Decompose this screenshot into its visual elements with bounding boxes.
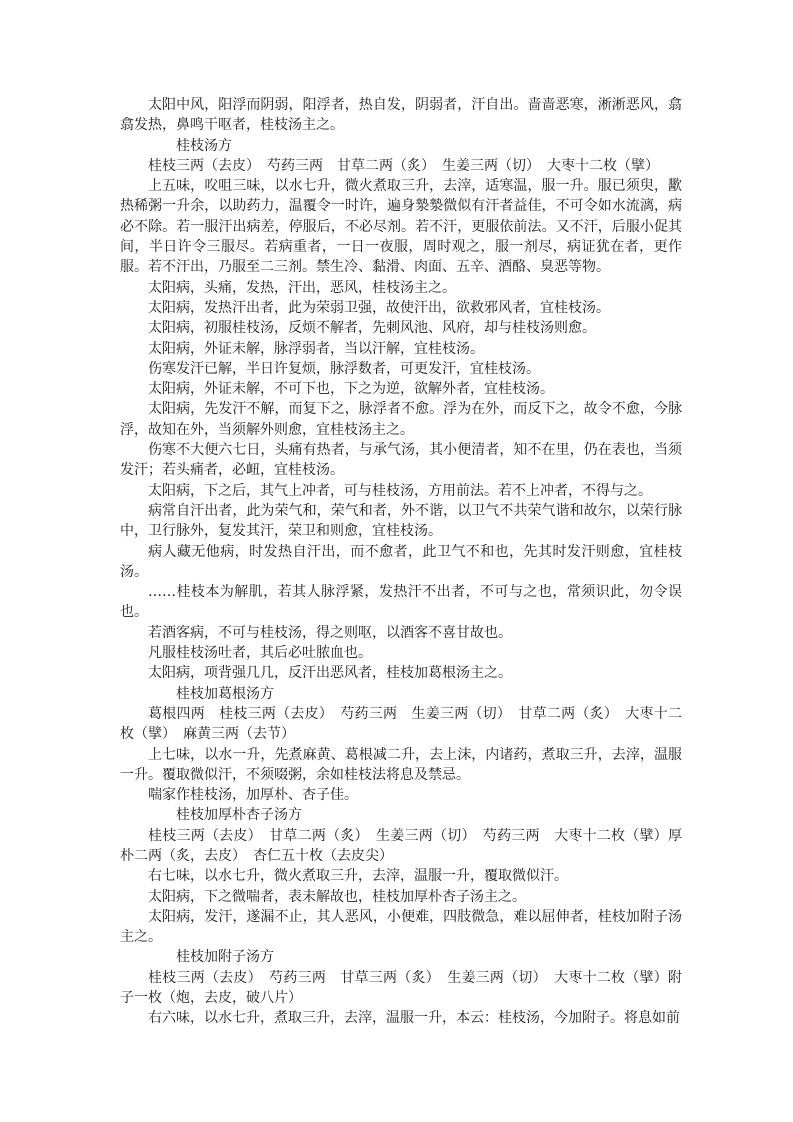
formula-title: 桂枝加葛根汤方 xyxy=(176,685,274,702)
paragraph: 太阳中风，阳浮而阴弱，阳浮者，热自发，阴弱者，汗自出。啬啬恶寒，淅淅恶风，翕翕发热，鼻鸣干呕者，桂枝汤主之。 xyxy=(120,97,682,134)
paragraph: 太阳病，初服桂枝汤，反烦不解者，先刺风池、风府，却与桂枝汤则愈。 xyxy=(148,320,596,337)
formula-title: 桂枝加附子汤方 xyxy=(176,949,274,966)
paragraph: 太阳病，下之后，其气上冲者，可与桂枝汤，方用前法。若不上冲者，不得与之。 xyxy=(148,482,652,499)
ingredient-list: 桂枝三两（去皮） 甘草二两（炙） 生姜三两（切） 芍药三两 大枣十二枚（擘）厚朴二两（炙，去皮） 杏仁五十枚（去皮尖） xyxy=(120,827,682,864)
paragraph: 太阳病，发汗，遂漏不止，其人恶风，小便难，四肢微急，难以屈伸者，桂枝加附子汤主之。 xyxy=(120,908,682,946)
paragraph: 太阳病，发热汗出者，此为荣弱卫强，故使汗出，欲救邪风者，宜桂枝汤。 xyxy=(148,299,610,316)
ingredient-list: 桂枝三两（去皮） 芍药三两 甘草二两（炙） 生姜三两（切） 大枣十二枚（擘） xyxy=(148,157,659,174)
formula-title: 桂枝加厚朴杏子汤方 xyxy=(176,807,302,824)
paragraph: 喘家作桂枝汤，加厚朴、杏子佳。 xyxy=(148,787,358,804)
document-page xyxy=(120,95,682,1029)
paragraph: 病人藏无他病，时发热自汗出，而不愈者，此卫气不和也，先其时发汗则愈，宜桂枝汤。 xyxy=(120,543,682,580)
paragraph: 若酒客病，不可与桂枝汤，得之则呕，以酒客不喜甘故也。 xyxy=(148,624,512,641)
ingredient-list: 葛根四两 桂枝三两（去皮） 芍药三两 生姜三两（切） 甘草二两（炙） 大枣十二枚（擘） 麻黄三两（去节） xyxy=(120,705,682,743)
paragraph: 上五味，㕮咀三味，以水七升，微火煮取三升，去滓，适寒温，服一升。服已须臾，歠热稀粥一升余，以助药力，温覆令一时许，遍身漐漐微似有汗者益佳，不可令如水流漓，病必不除。若一服汗出病差，停服后，不必尽剂。若不汗，更服依前法。又不汗，后服小促其间，半日许令三服尽。若病重者，一日一夜服，周时观之，服一剂尽，病证犹在者，更作服。若不汗出，乃服至二三剂。禁生冷、黏滑、肉面、五辛、酒酪、臭恶等物。 xyxy=(120,178,682,276)
paragraph: ……桂枝本为解肌，若其人脉浮紧，发热汗不出者，不可与之也，常须识此，勿令误也。 xyxy=(120,584,682,621)
paragraph: 伤寒发汗已解，半日许复烦，脉浮数者，可更发汗，宜桂枝汤。 xyxy=(148,360,540,377)
paragraph: 太阳病，外证未解，脉浮弱者，当以汗解，宜桂枝汤。 xyxy=(148,340,484,357)
paragraph: 病常自汗出者，此为荣气和，荣气和者，外不谐，以卫气不共荣气谐和故尔，以荣行脉中，卫行脉外，复发其汗，荣卫和则愈，宜桂枝汤。 xyxy=(120,502,682,540)
paragraph: 右六味，以水七升，煮取三升，去滓，温服一升，本云：桂枝汤，今加附子。将息如前 xyxy=(148,1010,680,1027)
paragraph: 凡服桂枝汤吐者，其后必吐脓血也。 xyxy=(148,645,372,662)
paragraph: 太阳病，头痛，发热，汗出，恶风，桂枝汤主之。 xyxy=(148,279,456,296)
paragraph: 太阳病，项背强几几，反汗出恶风者，桂枝加葛根汤主之。 xyxy=(148,665,512,682)
formula-title: 桂枝汤方 xyxy=(176,137,232,154)
paragraph: 太阳病，外证未解，不可下也，下之为逆，欲解外者，宜桂枝汤。 xyxy=(148,381,554,398)
paragraph: 太阳病，下之微喘者，表未解故也，桂枝加厚朴杏子汤主之。 xyxy=(148,888,526,905)
paragraph: 上七味，以水一升，先煮麻黄、葛根减二升，去上沫，内诸药，煮取三升，去滓，温服一升。覆取微似汗，不须啜粥，余如桂枝法将息及禁忌。 xyxy=(120,746,682,783)
paragraph: 伤寒不大便六七日，头痛有热者，与承气汤，其小便清者，知不在里，仍在表也，当须发汗；若头痛者，必衄，宜桂枝汤。 xyxy=(120,442,682,479)
paragraph: 太阳病，先发汗不解，而复下之，脉浮者不愈。浮为在外，而反下之，故令不愈，今脉浮，故知在外，当须解外则愈，宜桂枝汤主之。 xyxy=(120,401,682,438)
paragraph: 右七味，以水七升，微火煮取三升，去滓，温服一升，覆取微似汗。 xyxy=(148,868,568,885)
ingredient-list: 桂枝三两（去皮） 芍药三两 甘草三两（炙） 生姜三两（切） 大枣十二枚（擘）附子一枚（炮，去皮，破八片） xyxy=(120,969,682,1007)
